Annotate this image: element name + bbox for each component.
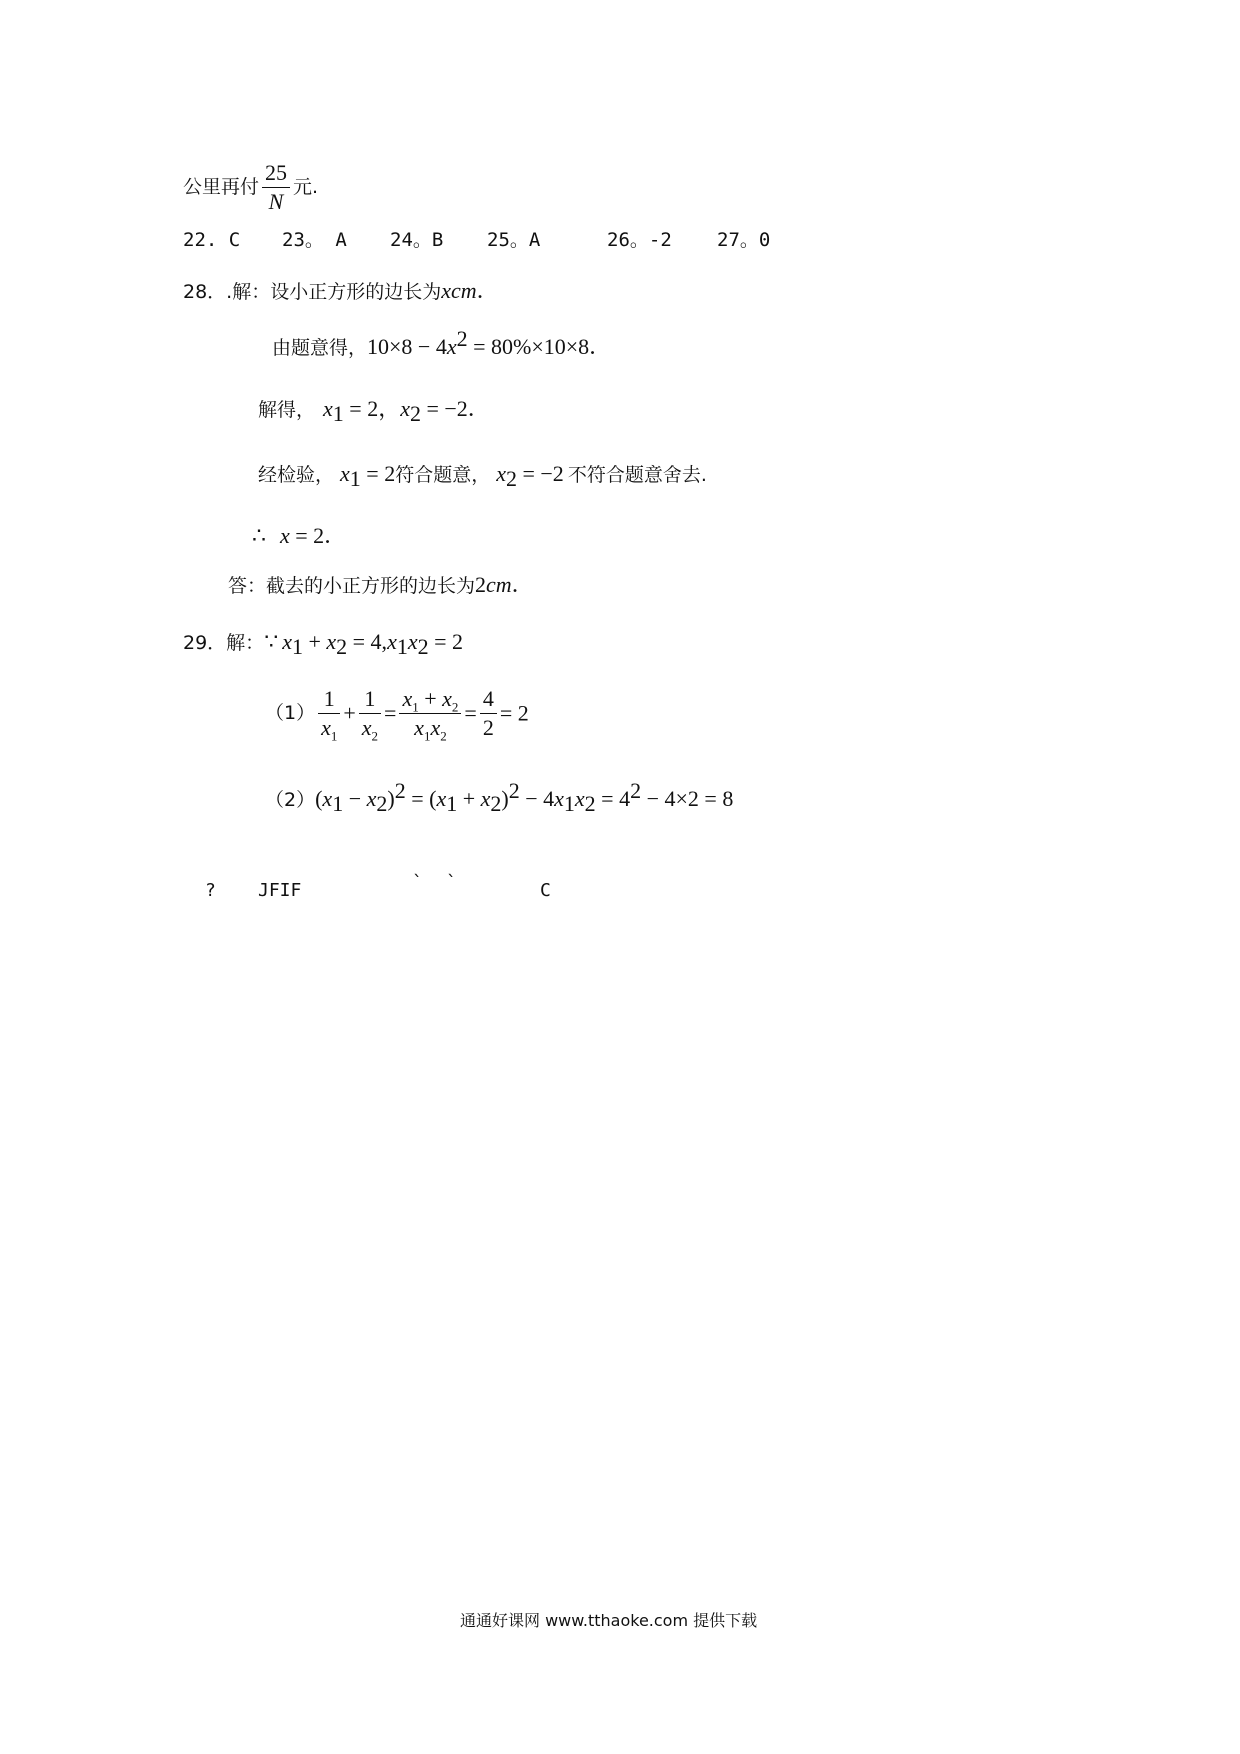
answer-25: 25。A [487, 229, 541, 251]
var-x: x [407, 629, 418, 654]
equals-sign: = [464, 700, 477, 726]
q28-answer-prefix: 答：截去的小正方形的边长为 [228, 575, 476, 597]
q28-check-v2: = −2 [516, 461, 564, 486]
therefore-symbol: ∴ [252, 523, 266, 548]
answer-26: 26。-2 [607, 229, 672, 251]
fare-prefix: 公里再付 [183, 176, 260, 198]
sub-2: 2 [505, 466, 517, 492]
sub-1: 1 [412, 699, 419, 715]
equals-sign: = [384, 700, 397, 726]
var-x: x [361, 715, 372, 740]
stray-jfif: JFIF [258, 880, 302, 901]
q28-check-t2: 不符合题意舍去. [567, 464, 707, 486]
sub-2: 2 [376, 791, 388, 817]
q28-solve [258, 396, 490, 427]
q28-check-v1: = 2 [360, 461, 396, 486]
because-symbol: ∵ [264, 629, 279, 654]
sub-1: 1 [446, 791, 458, 817]
q28-therefore [252, 525, 346, 547]
var-x: x [496, 461, 506, 486]
q28-solve-prefix: 解得， [258, 399, 316, 421]
p2-g: − 4 [519, 786, 555, 811]
q28-therefore-eq: = 2． [289, 523, 347, 548]
var-x: x [574, 786, 585, 811]
sub-2: 2 [336, 634, 348, 660]
q29-part1-label: （1） [265, 702, 316, 724]
fare-denominator: N [268, 189, 284, 214]
stray-question: ? [205, 880, 216, 901]
sub-1: 1 [563, 791, 575, 817]
q28-answer [228, 574, 534, 596]
answer-22: 22. C [183, 229, 241, 251]
superscript-2: 2 [508, 778, 520, 803]
q29-part1 [265, 686, 529, 744]
p2-b: − [343, 786, 367, 811]
plus-op: + [418, 686, 443, 711]
fare-fraction [262, 162, 290, 213]
numerator: 4 [480, 688, 497, 714]
var-x: x [282, 629, 292, 654]
var-x: x [366, 786, 377, 811]
fraction-1-over-x1 [318, 686, 340, 744]
page-footer: 通通好课网 www.tthaoke.com 提供下载 [460, 1611, 758, 1630]
q29-part1-end: = 2 [499, 700, 529, 726]
q29-part2-label: （2） [265, 789, 316, 811]
q28-answer-value: 2 [475, 572, 487, 597]
var-x: x [400, 396, 410, 421]
sub-1: 1 [332, 401, 344, 427]
sub-2: 2 [417, 634, 429, 660]
q28-eq-a: 10×8 − 4 [367, 334, 447, 359]
plus-sign: + [343, 700, 356, 726]
fraction-sum-over-product [399, 686, 461, 744]
p2-c: ) [387, 786, 395, 811]
fraction-4-over-2 [480, 688, 497, 739]
var-x: x [402, 686, 413, 711]
stray-backtick-2: ` [446, 872, 457, 893]
q28-answer-unit: cm [486, 572, 512, 597]
var-x: x [436, 786, 447, 811]
q29-given-a: + [302, 629, 327, 654]
denominator: 2 [482, 715, 494, 740]
var-x: x [554, 786, 564, 811]
answer-27: 27。0 [717, 229, 771, 251]
p2-i: − 4×2 = 8 [641, 786, 734, 811]
var-x: x [321, 715, 331, 740]
sub-1: 1 [423, 728, 431, 744]
p2-h: = 4 [595, 786, 631, 811]
q28-header-end: ． [476, 278, 499, 303]
var-x: x [387, 629, 397, 654]
p2-f: ) [501, 786, 509, 811]
q28-equation [272, 326, 612, 359]
numerator: 1 [359, 688, 381, 714]
var-x: x [326, 629, 337, 654]
q29-given-c: = 2 [428, 629, 464, 654]
sub-2: 2 [371, 728, 379, 744]
var-x: x [442, 686, 452, 711]
sub-2: 2 [490, 791, 502, 817]
q28-solve-v2: = −2． [420, 396, 490, 421]
sub-1: 1 [349, 466, 361, 492]
sub-1: 1 [332, 791, 344, 817]
q29-given-b: = 4, [347, 629, 388, 654]
p2-e: + [457, 786, 481, 811]
sub-1: 1 [291, 634, 303, 660]
sub-2: 2 [584, 791, 596, 817]
stray-backtick-1: ` [412, 872, 423, 893]
superscript-2: 2 [394, 778, 406, 803]
q28-header-var: xcm [441, 278, 477, 303]
fare-line [183, 162, 318, 213]
sub-2: 2 [451, 699, 459, 715]
q29-part2 [265, 778, 734, 817]
var-x: x [322, 786, 333, 811]
q29-header [183, 629, 464, 660]
answer-23: 23。 A [282, 229, 347, 251]
fraction-1-over-x2 [359, 686, 381, 744]
q28-eq-b: = 80%×10×8． [467, 334, 612, 359]
var-x: x [480, 786, 491, 811]
sub-2: 2 [409, 401, 421, 427]
numerator: 1 [318, 688, 340, 714]
var-x: x [414, 715, 424, 740]
var-x: x [280, 523, 290, 548]
q28-solve-v1: = 2， [343, 396, 401, 421]
q28-eq-prefix: 由题意得， [272, 337, 368, 359]
var-x: x [323, 396, 333, 421]
q28-check-t1: 符合题意， [395, 464, 491, 486]
q28-eq-x: x [446, 334, 457, 359]
stray-c: C [540, 880, 551, 901]
q28-check [258, 461, 707, 492]
fare-numerator: 25 [262, 162, 290, 188]
q28-header [183, 280, 499, 302]
var-x: x [430, 715, 441, 740]
var-x: x [340, 461, 350, 486]
q28-check-prefix: 经检验， [258, 464, 335, 486]
p2-a: ( [315, 786, 323, 811]
superscript-2: 2 [630, 778, 642, 803]
q29-header-text: 29．解： [183, 632, 265, 654]
fare-suffix: 元. [293, 176, 319, 198]
answer-24: 24。B [390, 229, 444, 251]
sub-1: 1 [330, 728, 338, 744]
p2-d: = ( [405, 786, 437, 811]
sub-2: 2 [440, 728, 447, 744]
sub-1: 1 [396, 634, 408, 660]
q28-answer-end: ． [511, 572, 534, 597]
q28-eq-exp: 2 [456, 326, 468, 351]
q28-header-text: 28．.解：设小正方形的边长为 [183, 281, 442, 303]
